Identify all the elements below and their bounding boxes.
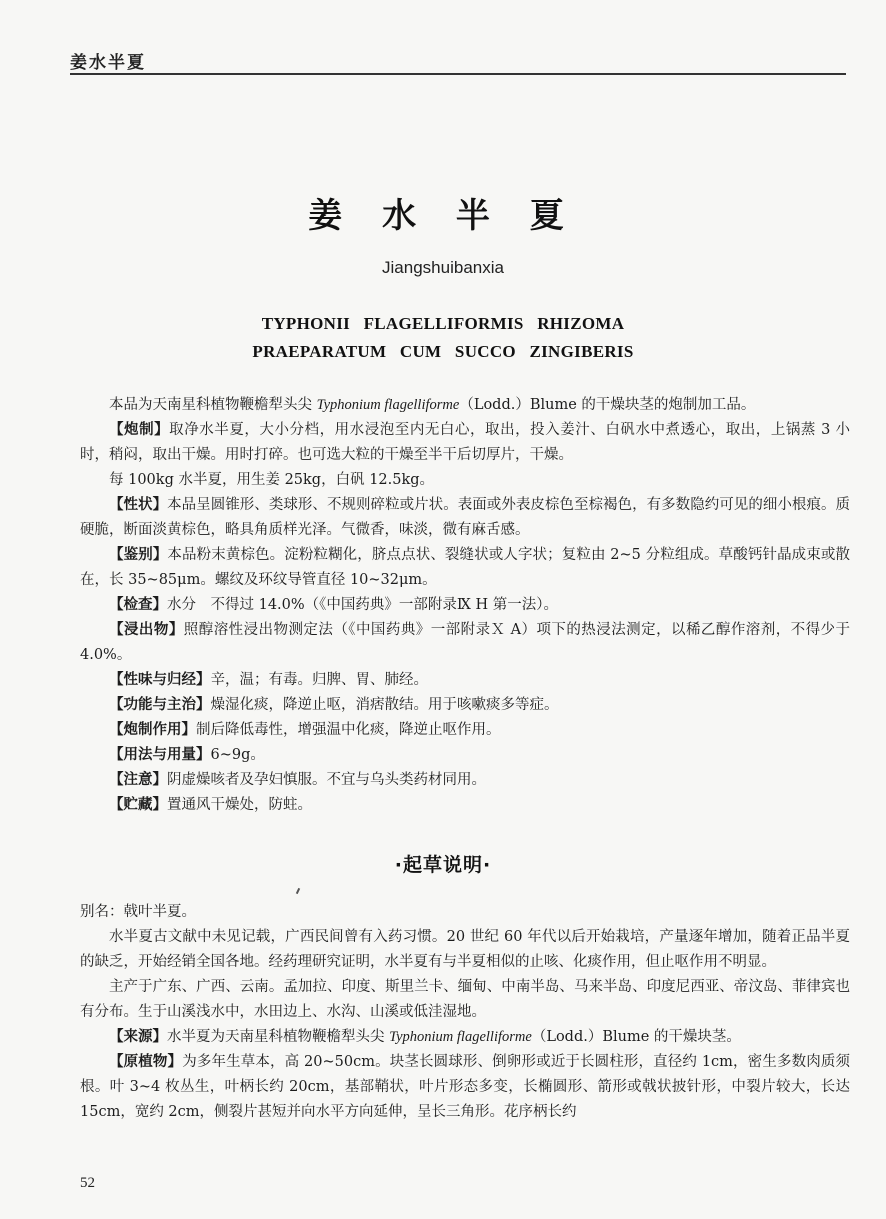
alias-line: 别名：戟叶半夏。	[80, 904, 196, 920]
ratio-paragraph: 每 100kg 水半夏，用生姜 25kg，白矾 12.5kg。	[109, 472, 435, 488]
latin-title-line-1: TYPHONII FLAGELLIFORMIS RHIZOMA	[261, 314, 625, 333]
monograph-title: 姜 水 半 夏	[308, 196, 578, 236]
latin-title-line-2: PRAEPARATUM CUM SUCCO ZINGIBERIS	[252, 342, 634, 361]
section-label: 【炮制】	[109, 422, 170, 438]
identification-section: 【鉴别】本品粉末黄棕色。淀粉粒糊化，脐点点状、裂缝状或人字状；复粒由 2~5 分粒组成。草酸钙针晶成束或散在，长 35~85μm。螺纹及环纹导管直径 10~32μm。	[80, 547, 850, 588]
species-name: Typhonium flagelliforme	[389, 1029, 532, 1045]
section-label: 【浸出物】	[109, 622, 184, 638]
monograph-body	[80, 393, 850, 818]
drafting-notes-body	[80, 900, 850, 1125]
scan-speck	[296, 888, 300, 894]
processing-section: 【炮制】取净水半夏，大小分档，用水浸泡至内无白心，取出，投入姜汁、白矾水中煮透心，取出，上锅蒸 3 小时，稍闷，取出干燥。用时打碎。也可选大粒的干燥至半干后切厚片，干燥。	[80, 422, 850, 463]
drafting-notes-heading: ·起草说明·	[394, 854, 492, 876]
section-label: 【功能与主治】	[109, 697, 211, 713]
section-label: 【注意】	[109, 772, 167, 788]
source-section: 【来源】水半夏为天南星科植物鞭檐犁头尖 Typhonium flagelliforme（Lodd.）Blume 的干燥块茎。	[109, 1029, 741, 1045]
plant-section: 【原植物】为多年生草本，高 20~50cm。块茎长圆球形、倒卵形或近于长圆柱形，直径约 1cm，密生多数肉质须根。叶 3~4 枚丛生，叶柄长约 20cm，基部鞘状，叶片形态多变，长椭圆形、箭形或戟状披针形，中裂片较大，长达 15cm，宽约 2cm，侧裂片甚短并向水平方向延伸，呈长三角形。花序柄长约	[80, 1054, 851, 1120]
section-label: 【检查】	[109, 597, 167, 613]
section-label: 【性味与归经】	[109, 672, 211, 688]
history-paragraph: 水半夏古文献中未见记载，广西民间曾有入药习惯。20 世纪 60 年代以后开始栽培，产量逐年增加，随着正品半夏的缺乏，开始经销全国各地。经药理研究证明，水半夏有与半夏相似的止咳、化痰作用，但止呕作用不明显。	[80, 929, 850, 970]
header-rule	[70, 73, 846, 75]
section-label: 【用法与用量】	[109, 747, 211, 763]
inspection-section: 【检查】水分 不得过 14.0%（《中国药典》一部附录Ⅸ H 第一法）。	[109, 597, 559, 613]
section-label: 【原植物】	[109, 1054, 183, 1070]
distribution-paragraph: 主产于广东、广西、云南。孟加拉、印度、斯里兰卡、缅甸、中南半岛、马来半岛、印度尼西亚、帝汶岛、菲律宾也有分布。生于山溪浅水中，水田边上、水沟、山溪或低洼湿地。	[80, 979, 850, 1020]
species-name: Typhonium flagelliforme	[316, 397, 460, 413]
pinyin-title: Jiangshuibanxia	[382, 258, 504, 277]
section-label: 【来源】	[109, 1029, 167, 1045]
page-number: 52	[80, 1175, 95, 1191]
section-label: 【炮制作用】	[109, 722, 196, 738]
nature-section: 【性味与归经】辛，温；有毒。归脾、胃、肺经。	[109, 672, 428, 688]
effect-section: 【炮制作用】制后降低毒性，增强温中化痰，降逆止呕作用。	[109, 722, 501, 738]
section-label: 【性状】	[109, 497, 168, 513]
running-header: 姜水半夏	[70, 53, 146, 73]
dosage-section: 【用法与用量】6~9g。	[109, 747, 265, 763]
intro-paragraph: 本品为天南星科植物鞭檐犁头尖 Typhonium flagelliforme（Lodd.）Blume 的干燥块茎的炮制加工品。	[109, 397, 756, 413]
storage-section: 【贮藏】置通风干燥处，防蛀。	[109, 797, 312, 813]
character-section: 【性状】本品呈圆锥形、类球形、不规则碎粒或片状。表面或外表皮棕色至棕褐色，有多数隐约可见的细小根痕。质硬脆，断面淡黄棕色，略具角质样光泽。气微香，味淡，微有麻舌感。	[80, 497, 851, 538]
caution-section: 【注意】阴虚燥咳者及孕妇慎服。不宜与乌头类药材同用。	[109, 772, 486, 788]
section-label: 【鉴别】	[109, 547, 168, 563]
extract-section: 【浸出物】照醇溶性浸出物测定法（《中国药典》一部附录Ｘ A）项下的热浸法测定，以稀乙醇作溶剂，不得少于 4.0%。	[80, 622, 851, 663]
function-section: 【功能与主治】燥湿化痰，降逆止呕，消痞散结。用于咳嗽痰多等症。	[109, 697, 559, 713]
section-label: 【贮藏】	[109, 797, 167, 813]
